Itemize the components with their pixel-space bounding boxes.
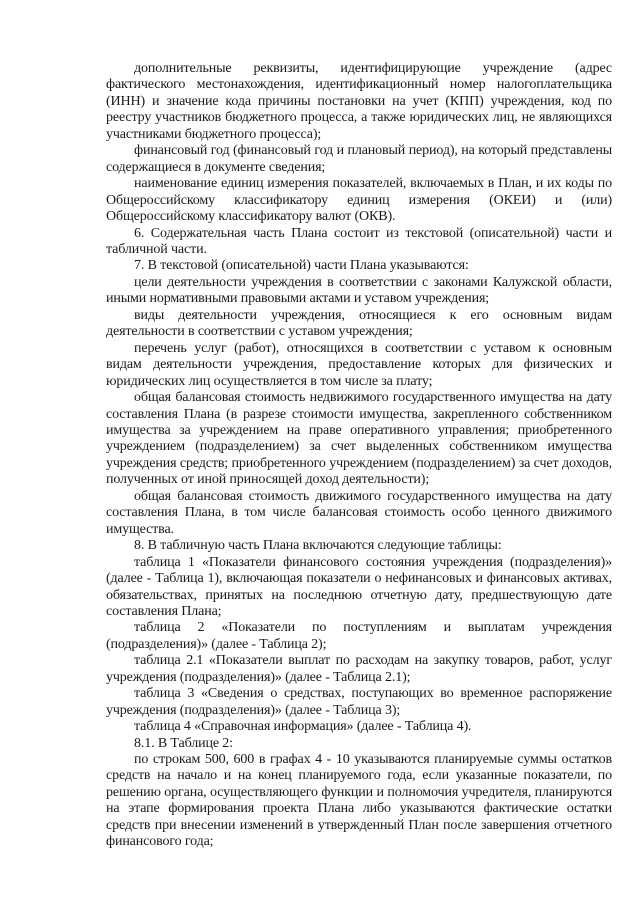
paragraph-units: наименование единиц измерения показателей, включаемых в План, и их коды по Общероссийскому классификатору единиц измерения (ОКЕИ) и (или) Общероссийскому классификатору валют (ОКВ). (106, 175, 612, 225)
paragraph-real-estate-value: общая балансовая стоимость недвижимого государственного имущества на дату составления Плана (в разрезе стоимости имущества, закрепленного собственником имущества за учреждением на праве оперативного управления; приобретенного учреждением (подразделением) за счет выделенных собственником имущества учреждения средств; приобретенного учреждением (подразделением) за счет доходов, полученных от иной приносящей доход деятельности); (106, 389, 612, 488)
paragraph-goals: цели деятельности учреждения в соответствии с законами Калужской области, иными нормативными правовыми актами и уставом учреждения; (106, 273, 612, 307)
paragraph-requisites: дополнительные реквизиты, идентифицирующие учреждение (адрес фактического местонахождения, идентификационный номер налогоплательщика (ИНН) и значение кода причины постановки на учет (КПП) учреждения, код по реестру участников бюджетного процесса, а также юридических лиц, не являющихся участниками бюджетного процесса); (106, 60, 612, 142)
paragraph-movable-value: общая балансовая стоимость движимого государственного имущества на дату составления Плана, в том числе балансовая стоимость особо ценного движимого имущества. (106, 487, 612, 537)
paragraph-item-8-1: 8.1. В Таблице 2: (134, 734, 233, 751)
paragraph-item-8: 8. В табличную часть Плана включаются следующие таблицы: (134, 537, 502, 554)
paragraph-item-7: 7. В текстовой (описательной) части Плана указываются: (134, 257, 469, 274)
paragraph-table-4: таблица 4 «Справочная информация» (далее - Таблица 4). (134, 718, 472, 735)
document-body (106, 60, 612, 850)
paragraph-table-2: таблица 2 «Показатели по поступлениям и выплатам учреждения (подразделения)» (далее - Таблица 2); (106, 619, 612, 652)
paragraph-table-2-1: таблица 2.1 «Показатели выплат по расходам на закупку товаров, работ, услуг учреждения (подразделения)» (далее - Таблица 2.1); (106, 652, 612, 685)
paragraph-activities: виды деятельности учреждения, относящиеся к его основным видам деятельности в соответствии с уставом учреждения; (106, 306, 612, 340)
paragraph-services: перечень услуг (работ), относящихся в соответствии с уставом к основным видам деятельности учреждения, предоставление которых для физических и юридических лиц осуществляется в том числе за плату; (106, 339, 612, 389)
paragraph-table-3: таблица 3 «Сведения о средствах, поступающих во временное распоряжение учреждения (подразделения)» (далее - Таблица 3); (106, 685, 612, 718)
paragraph-lines-500-600: по строкам 500, 600 в графах 4 - 10 указываются планируемые суммы остатков средств на начало и на конец планируемого года, если указанные показатели, по решению органа, осуществляющего функции и полномочия учредителя, планируются на этапе формирования проекта Плана либо указываются фактические остатки средств при внесении изменений в утвержденный План после завершения отчетного финансового года; (106, 751, 612, 850)
paragraph-item-6: 6. Содержательная часть Плана состоит из текстовой (описательной) части и табличной части. (106, 224, 612, 257)
paragraph-table-1: таблица 1 «Показатели финансового состояния учреждения (подразделения)» (далее - Таблица 1), включающая показатели о нефинансовых и финансовых активах, обязательствах, принятых на последнюю отчетную дату, предшествующую дате составления Плана; (106, 553, 612, 619)
paragraph-financial-year: финансовый год (финансовый год и плановый период), на который представлены содержащиеся в документе сведения; (106, 142, 612, 175)
